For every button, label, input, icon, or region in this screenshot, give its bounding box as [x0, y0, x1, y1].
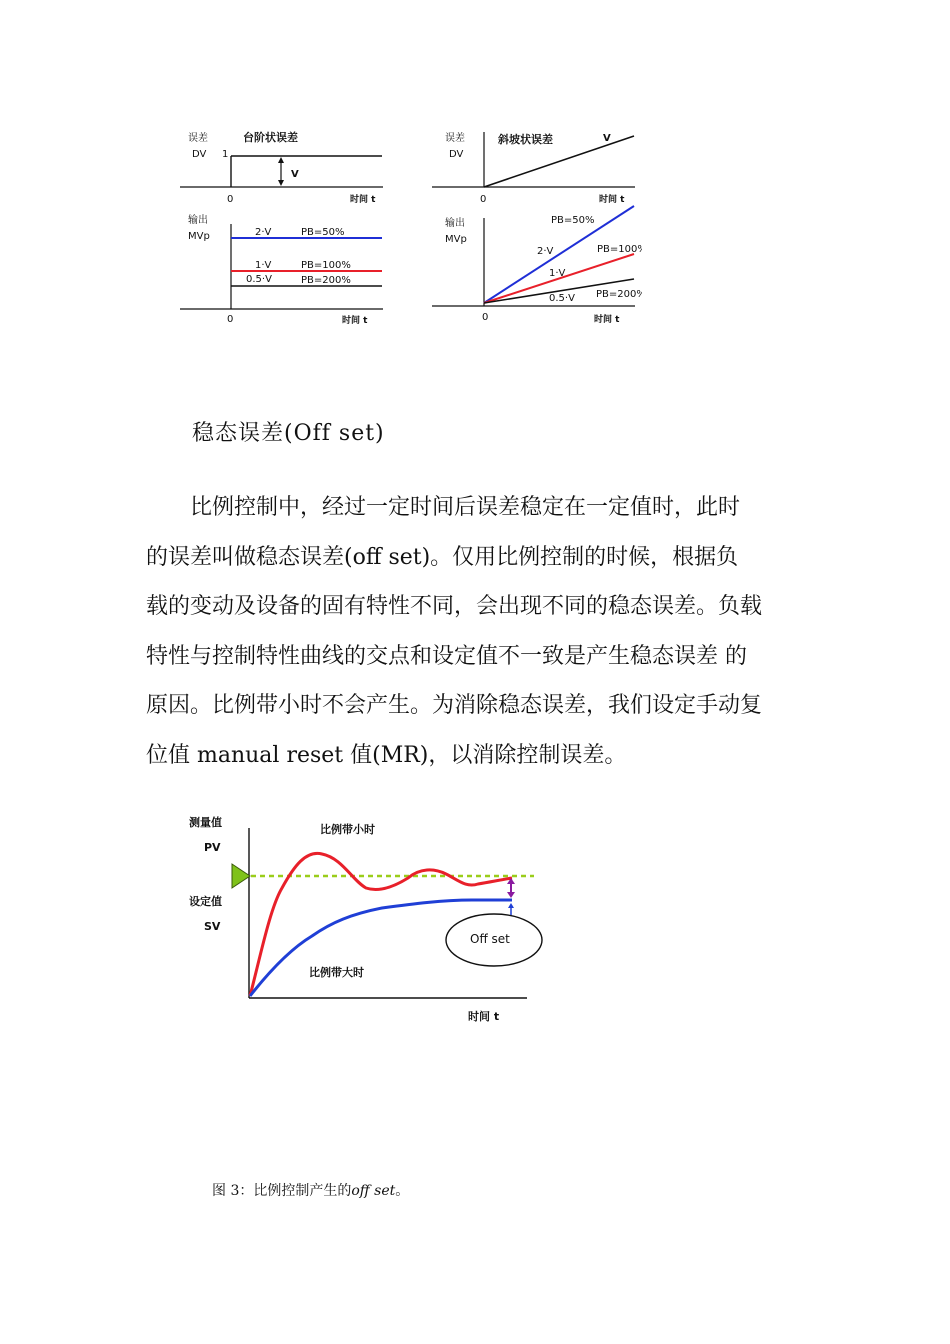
y-label-1: 误差 [188, 133, 208, 144]
paragraph-line: 比例控制中，经过一定时间后误差稳定在一定值时，此时 [146, 495, 741, 520]
y-label-1: 误差 [445, 133, 465, 144]
large-pb-label: 比例带大时 [309, 966, 364, 979]
origin-label: 0 [480, 194, 487, 205]
x-axis-label: 时间 t [599, 195, 625, 205]
output-label-1: 输出 [445, 218, 465, 229]
output-origin-label: 0 [227, 314, 234, 325]
pb-label-100: PB=100% [597, 244, 642, 255]
pb-label-50: PB=50% [301, 227, 345, 238]
setpoint-marker-icon [232, 864, 250, 888]
section-heading: 稳态误差(Off set) [192, 421, 385, 446]
y-label-2: DV [192, 149, 207, 160]
arrow-head-up [278, 157, 284, 163]
pv-label-2: PV [204, 841, 221, 854]
output-label-2: MVp [445, 234, 467, 245]
output-label-1: 输出 [188, 215, 208, 226]
paragraph-line: 的误差叫做稳态误差(off set)。仅用比例控制的时候，根据负 [146, 544, 739, 570]
sv-label-2: SV [204, 920, 221, 933]
paragraph-line: 特性与控制特性曲线的交点和设定值不一致是产生稳态误差 的 [146, 643, 747, 669]
caption-italic: off set [351, 1183, 396, 1199]
x-axis-label: 时间 t [350, 195, 376, 205]
amplitude-label: V [603, 133, 611, 144]
step-mark: 1 [222, 149, 229, 160]
figure-offset [182, 808, 552, 1030]
origin-label: 0 [227, 194, 234, 205]
y-label-2: DV [449, 149, 464, 160]
paragraph-line: 原因。比例带小时不会产生。为消除稳态误差，我们设定手动复 [146, 693, 763, 719]
arrow-head-down [278, 180, 284, 186]
output-origin-label: 0 [482, 312, 489, 323]
ramp-error-title: 斜坡状误差 [498, 133, 553, 146]
gain-label-pb200: 0.5·V [549, 293, 575, 304]
pb-label-100: PB=100% [301, 260, 351, 271]
figure-ramp-error [430, 126, 642, 331]
amplitude-label: V [291, 169, 299, 180]
time-axis-label: 时间 t [468, 1010, 500, 1023]
ramp-error-diagram [430, 126, 642, 331]
gain-label-pb100: 1·V [255, 260, 272, 271]
gain-label-pb50: 2·V [255, 227, 272, 238]
paragraph-line: 载的变动及设备的固有特性不同，会出现不同的稳态误差。负载 [146, 594, 763, 620]
pb-label-50: PB=50% [551, 215, 595, 226]
pv-label-1: 测量值 [189, 816, 222, 829]
caption-prefix: 图 3：比例控制产生的 [212, 1183, 352, 1199]
pb-label-200: PB=200% [301, 275, 351, 286]
gain-label-pb50: 2·V [537, 246, 554, 257]
caption-suffix: 。 [395, 1183, 410, 1199]
body-paragraph [146, 483, 826, 781]
pb-label-200: PB=200% [596, 289, 642, 300]
offset-label: Off set [470, 932, 510, 946]
pointer-arrow-icon [508, 903, 514, 908]
output-label-2: MVp [188, 231, 210, 242]
offset-arrow-down-icon [507, 892, 515, 898]
gain-label-pb100: 1·V [549, 268, 566, 279]
output-x-axis-label: 时间 t [594, 315, 620, 325]
figure-step-error [178, 126, 388, 331]
offset-diagram [182, 808, 552, 1030]
figure-caption [212, 1180, 409, 1200]
step-error-diagram [178, 126, 388, 331]
output-x-axis-label: 时间 t [342, 316, 368, 326]
sv-label-1: 设定值 [189, 895, 222, 908]
small-pb-label: 比例带小时 [320, 823, 375, 836]
paragraph-line: 位值 manual reset 值(MR)，以消除控制误差。 [146, 742, 627, 768]
step-error-title: 台阶状误差 [243, 131, 298, 144]
gain-label-pb200: 0.5·V [246, 274, 272, 285]
